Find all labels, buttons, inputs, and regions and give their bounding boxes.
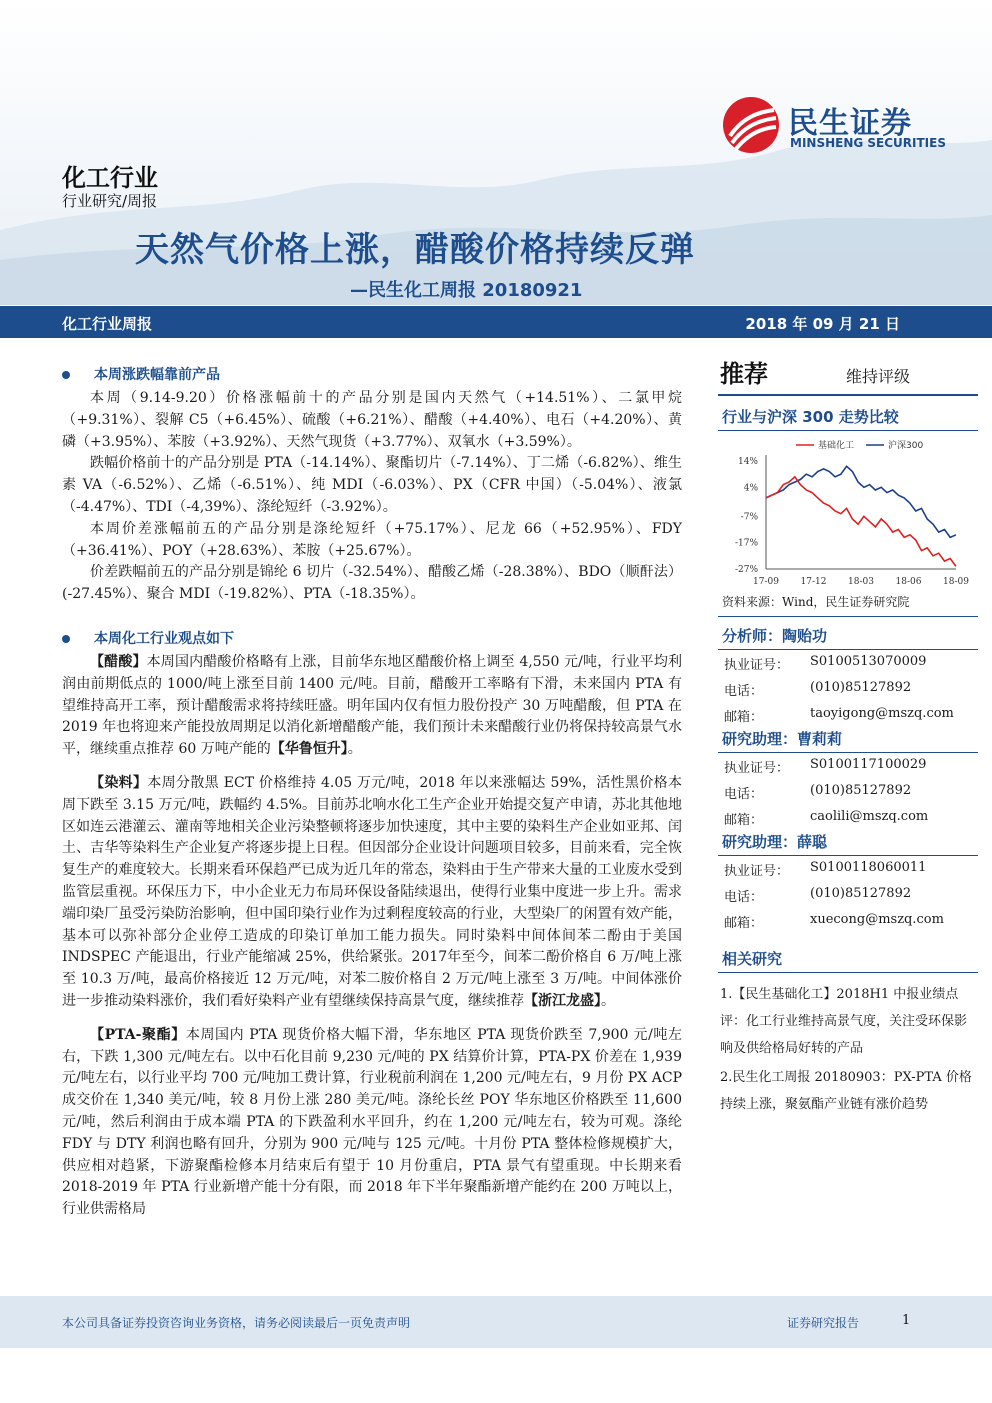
contact-row xyxy=(718,753,978,779)
title-bar xyxy=(0,306,992,338)
bar-date: 2018 年 09 月 21 日 xyxy=(745,315,900,333)
recommend-label: 推荐 xyxy=(720,360,768,388)
contact-key: 电话： xyxy=(724,787,764,802)
related-item[interactable]: 2.民生化工周报 20180903：PX-PTA 价格持续上涨，聚氨酯产业链有涨价趋势 xyxy=(720,1070,972,1112)
y-tick-label: -27% xyxy=(734,565,758,575)
contact-value: (010)85127892 xyxy=(810,886,912,901)
related-heading: 相关研究 xyxy=(718,948,978,973)
contact-row xyxy=(718,856,978,882)
assistant2-heading: 研究助理：薛聪 xyxy=(718,831,978,856)
series-line-chemical xyxy=(766,477,956,567)
contact-value: xuecong@mszq.com xyxy=(810,912,944,927)
x-tick-label: 17-09 xyxy=(753,577,779,587)
chart-source: 资料来源：Wind，民生证券研究院 xyxy=(718,591,978,617)
contact-row xyxy=(718,650,978,676)
report-type: 行业研究/周报 xyxy=(62,192,158,210)
contact-key: 执业证号： xyxy=(724,658,790,673)
contact-key: 执业证号： xyxy=(724,761,790,776)
analyst-info xyxy=(718,650,978,728)
analyst-heading: 分析师：陶贻功 xyxy=(718,625,978,650)
contact-value: S0100118060011 xyxy=(810,860,927,875)
rating-label: 维持评级 xyxy=(846,367,911,386)
paragraph: 本周价差涨幅前五的产品分别是涤纶短纤（+75.17%）、尼龙 66（+52.95%）、FDY（+36.41%）、POY（+28.63%）、苯胺（+25.67%）。 xyxy=(62,520,682,559)
legend-label: 基础化工 xyxy=(818,441,855,451)
x-tick-label: 18-06 xyxy=(895,577,922,587)
contact-value: taoyigong@mszq.com xyxy=(810,706,954,721)
page-number: 1 xyxy=(902,1313,911,1328)
paragraph: 本周（9.14-9.20）价格涨幅前十的产品分别是国内天然气（+14.51%）、二氯甲烷（+9.31%）、裂解 C5（+6.45%）、硫酸（+6.21%）、醋酸（+4.40%）、电石（+4.20%）、黄磷（+3.95%）、苯胺（+3.92%）、天然气现货（+3.77%）、双氧水（+3.59%）。 xyxy=(62,390,682,450)
assistant2-info xyxy=(718,856,978,934)
related-item[interactable]: 1.【民生基础化工】2018H1 中报业绩点评：化工行业维持高景气度，关注受环保影响及供给格局好转的产品 xyxy=(720,987,968,1056)
contact-row xyxy=(718,805,978,831)
contact-value: (010)85127892 xyxy=(810,783,912,798)
paragraph-acetic: 【醋酸】本周国内醋酸价格略有上涨，目前华东地区醋酸价格上调至 4,550 元/吨，行业平均利润由前期低点的 1000/吨上涨至目前 1400 元/吨。目前，醋酸开工率略有下滑，未来国内 PTA 有望维持高开工率，预计醋酸需求将持续旺盛。明年国内仅有恒力股份投产 30 万吨醋酸，但 PTA 在 2019 年也将迎来产能投放周期足以消化新增醋酸产能，我们预计未来醋酸行业仍将保持较高景气水平，继续重点推荐 60 万吨产能的【华鲁恒升】。 xyxy=(62,653,683,758)
contact-key: 邮箱： xyxy=(724,916,764,931)
bullet-icon xyxy=(62,635,70,643)
footer-disclaimer: 本公司具备证券投资咨询业务资格，请务必阅读最后一页免责声明 xyxy=(62,1316,411,1330)
page-footer xyxy=(0,1296,992,1348)
report-subtitle: —民生化工周报 20180921 xyxy=(350,280,583,301)
trend-chart xyxy=(718,431,978,591)
report-title: 天然气价格上涨，醋酸价格持续反弹 xyxy=(135,230,695,270)
contact-key: 邮箱： xyxy=(724,813,764,828)
assistant1-heading: 研究助理：曹莉莉 xyxy=(718,728,978,753)
x-tick-label: 18-09 xyxy=(943,577,969,587)
bar-report-name: 化工行业周报 xyxy=(62,315,153,333)
contact-value: caolili@mszq.com xyxy=(810,809,929,824)
sidebar xyxy=(718,352,978,1120)
logo-mark-icon xyxy=(722,96,780,154)
section-heading: 本周涨跌幅靠前产品 xyxy=(62,362,682,388)
paragraph-dye: 【染料】本周分散黑 ECT 价格维持 4.05 万元/吨，2018 年以来涨幅达 59%，活性黑价格本周下跌至 3.15 万元/吨，跌幅约 4.5%。目前苏北响水化工生产企业开始提交复产申请，苏北其他地区如连云港灌云、灌南等地相关企业污染整顿将逐步加快速度，其中主要的染料生产企业如亚邦、闰土、吉华等染料生产企业复产将逐步提上日程。但因部分企业设计问题项目较多，目前来看，完全恢复生产的难度较大。长期来看环保趋严已成为近几年的常态，染料由于生产带来大量的工业废水受到监管层重视。环保压力下，中小企业无力布局环保设备陆续退出，使得行业集中度进一步上升。需求端印染厂虽受污染防治影响，但中国印染行业作为过剩程度较高的行业，大型染厂的闲置有效产能，基本可以弥补部分企业停工造成的印染订单加工能力损失。同时染料中间体间苯二酚由于美国 INDSPEC 产能退出，行业产能缩减 25%，供给紧张。2017年至今，间苯二酚价格自 6 万/吨上涨至 10.3 万/吨，最高价格接近 12 万元/吨，对苯二胺价格自 2 万元/吨上涨至 3 万/吨。中间体涨价进一步推动染料涨价，我们看好染料产业有望继续保持高景气度，继续推荐【浙江龙盛】。 xyxy=(62,774,682,1009)
x-tick-label: 17-12 xyxy=(800,577,827,587)
trend-chart-svg xyxy=(718,431,978,591)
paragraph-pta: 【PTA-聚酯】本周国内 PTA 现货价格大幅下滑，华东地区 PTA 现货价跌至 7,900 元/吨左右，下跌 1,300 元/吨左右。以中石化目前 9,230 元/吨的 PX 结算价计算，PTA-PX 价差在 1,939 元/吨左右，以行业平均 700 元/吨加工费计算，行业税前利润在 1,200 元/吨左右，9 月份 PX ACP 成交价在 1,340 美元/吨，较 8 月份上涨 280 美元/吨。涤纶长丝 POY 华东地区价格跌至 11,600 元/吨，然后利润由于成本端 PTA 的下跌盈利水平回升，约在 1,200 元/吨左右，较为可观。涤纶 FDY 与 DTY 利润也略有回升，分别为 900 元/吨与 125 元/吨。十月份 PTA 整体检修规模扩大，供应相对趋紧，下游聚酯检修本月结束后有望于 10 月份重启，PTA 景气有望重现。中长期来看 2018-2019 年 PTA 行业新增产能十分有限，而 2018 年下半年聚酯新增产能约在 200 万吨以上，行业供需格局 xyxy=(62,1026,683,1218)
paragraph: 价差跌幅前五的产品分别是锦纶 6 切片（-32.54%）、醋酸乙烯（-28.38%）、BDO（顺酐法）(-27.45%）、聚合 MDI（-19.82%）、PTA（-18.35%）。 xyxy=(62,564,682,603)
section-heading: 本周化工行业观点如下 xyxy=(62,626,682,652)
assistant1-info xyxy=(718,753,978,831)
contact-row xyxy=(718,702,978,728)
y-tick-label: -7% xyxy=(740,512,758,523)
contact-key: 电话： xyxy=(724,890,764,905)
contact-value: S0100513070009 xyxy=(810,654,927,669)
y-tick-label: -17% xyxy=(734,538,758,549)
chart-heading: 行业与沪深 300 走势比较 xyxy=(718,406,978,431)
contact-row xyxy=(718,882,978,908)
footer-label: 证券研究报告 xyxy=(787,1316,860,1330)
brand-logo xyxy=(722,96,952,156)
rating-row xyxy=(718,352,978,396)
contact-value: (010)85127892 xyxy=(810,680,912,695)
legend-label: 沪深300 xyxy=(888,441,924,451)
bullet-icon xyxy=(62,371,70,379)
contact-value: S0100117100029 xyxy=(810,757,927,772)
related-list xyxy=(718,973,978,1118)
contact-key: 执业证号： xyxy=(724,864,790,879)
industry-label: 化工行业 xyxy=(62,164,158,192)
contact-key: 邮箱： xyxy=(724,710,764,725)
x-tick-label: 18-03 xyxy=(848,577,874,587)
contact-row xyxy=(718,779,978,805)
logo-text-cn: 民生证券 xyxy=(788,106,912,141)
main-content xyxy=(62,362,682,1221)
y-tick-label: 4% xyxy=(743,483,758,494)
paragraph: 跌幅价格前十的产品分别是 PTA（-14.14%）、聚酯切片（-7.14%）、丁二烯（-6.82%）、维生素 VA（-6.52%）、乙烯（-6.51%）、纯 MDI（-6.03%）、PX（CFR 中国）（-5.04%）、液氯（-4.47%）、TDI（-4,39%）、涤纶短纤（-3.92%）。 xyxy=(62,455,682,515)
contact-key: 电话： xyxy=(724,684,764,699)
contact-row xyxy=(718,908,978,934)
contact-row xyxy=(718,676,978,702)
logo-text-en: MINSHENG SECURITIES xyxy=(790,136,946,150)
y-tick-label: 14% xyxy=(737,457,758,467)
